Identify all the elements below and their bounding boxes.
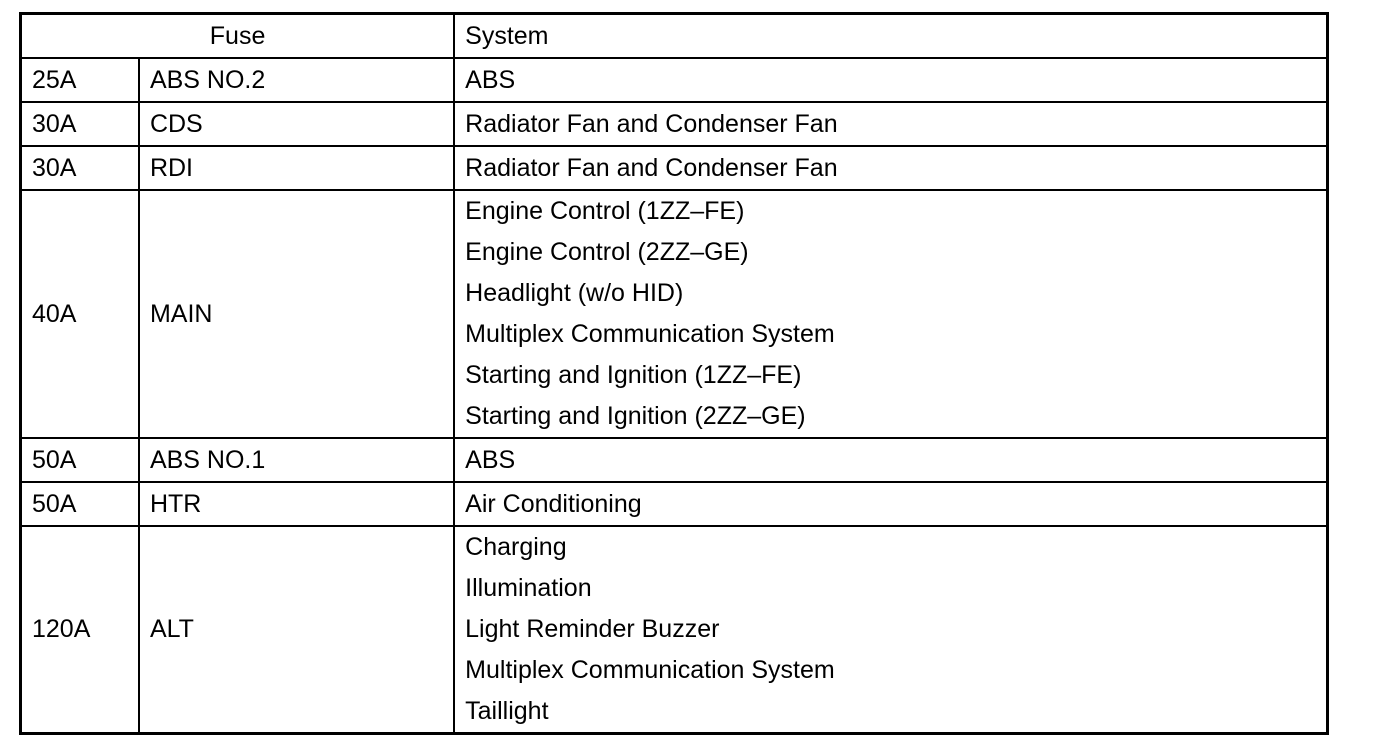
fuse-system: Multiplex Communication System [465,656,835,684]
fuse-system: Engine Control (2ZZ–GE) [465,238,749,266]
fuse-name: ALT [139,526,454,734]
fuse-system-cell [454,190,1327,438]
fuse-amperage: 40A [21,190,139,438]
fuse-system: Starting and Ignition (2ZZ–GE) [465,402,806,430]
fuse-system: Headlight (w/o HID) [465,279,684,307]
table-row [21,102,1328,146]
fuse-system: Light Reminder Buzzer [465,615,720,643]
table-row [21,526,1328,734]
fuse-system-cell [454,102,1327,146]
fuse-name: MAIN [139,190,454,438]
fuse-system-cell [454,482,1327,526]
table-row [21,146,1328,190]
table-row [21,482,1328,526]
fuse-name: HTR [139,482,454,526]
fuse-amperage: 25A [21,58,139,102]
header-system: System [454,14,1327,59]
table-row [21,438,1328,482]
fuse-system-cell [454,58,1327,102]
fuse-table [19,12,1329,735]
fuse-system: Charging [465,533,567,561]
fuse-name: ABS NO.1 [139,438,454,482]
fuse-system: Taillight [465,697,549,725]
table-header-row [21,14,1328,59]
fuse-system-cell [454,146,1327,190]
fuse-name: ABS NO.2 [139,58,454,102]
fuse-system: Starting and Ignition (1ZZ–FE) [465,361,802,389]
fuse-amperage: 50A [21,438,139,482]
fuse-name: RDI [139,146,454,190]
fuse-amperage: 50A [21,482,139,526]
fuse-system: ABS [465,445,516,474]
fuse-system-cell [454,438,1327,482]
table-row [21,58,1328,102]
fuse-system: Radiator Fan and Condenser Fan [465,109,838,138]
fuse-amperage: 120A [21,526,139,734]
fuse-system: Illumination [465,574,592,602]
fuse-system: ABS [465,65,516,94]
fuse-system: Engine Control (1ZZ–FE) [465,197,745,225]
fuse-system: Radiator Fan and Condenser Fan [465,153,838,182]
fuse-name: CDS [139,102,454,146]
table-row [21,190,1328,438]
fuse-system-cell [454,526,1327,734]
fuse-amperage: 30A [21,102,139,146]
header-fuse: Fuse [21,14,455,59]
fuse-system: Air Conditioning [465,489,642,518]
fuse-amperage: 30A [21,146,139,190]
fuse-system: Multiplex Communication System [465,320,835,348]
